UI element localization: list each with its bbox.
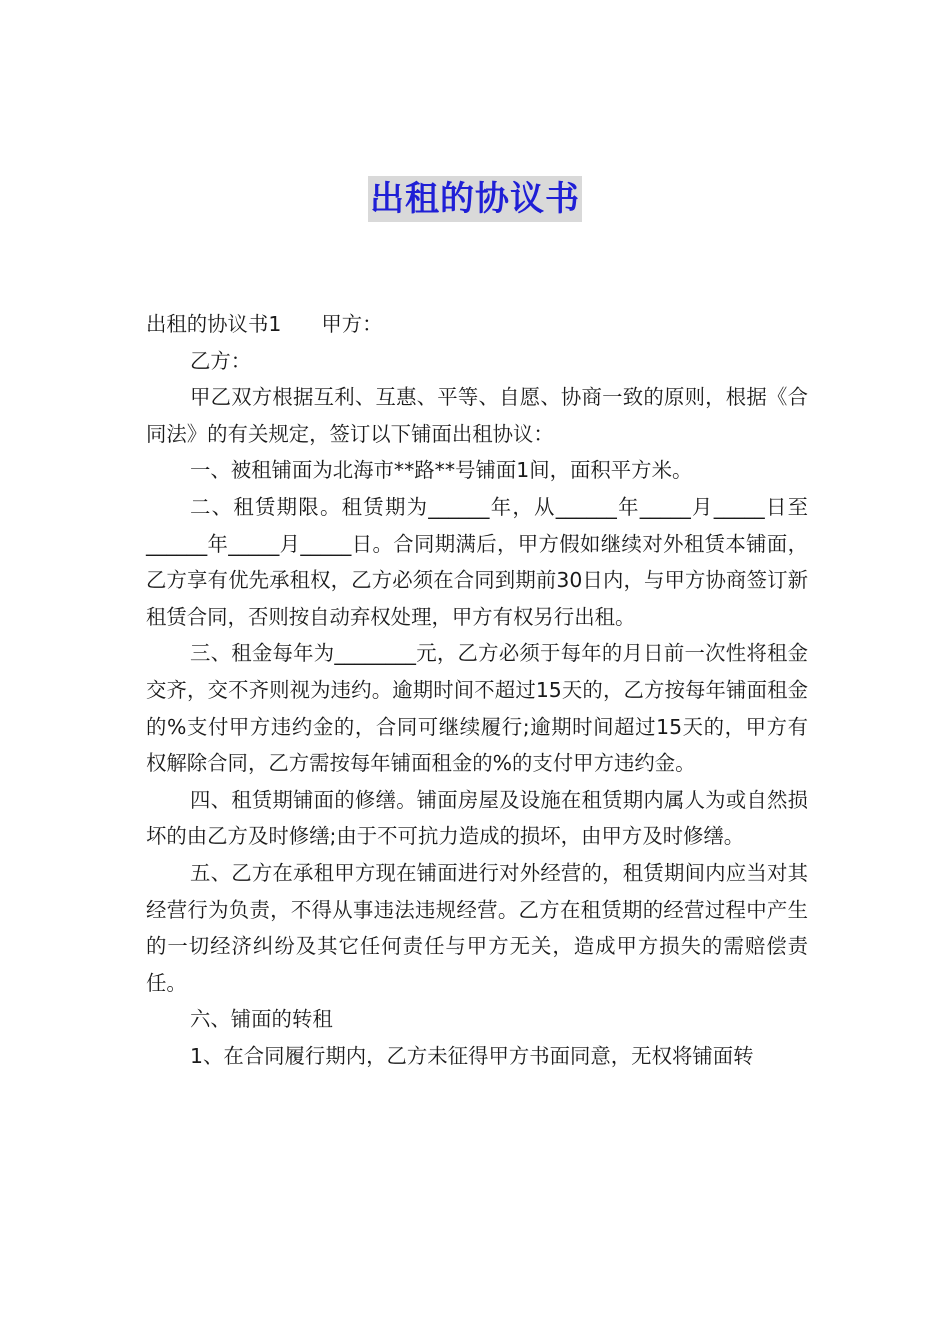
- paragraph-party-b: 乙方：: [190, 348, 252, 373]
- heading-line: [146, 306, 808, 343]
- paragraph-clause-5: 五、乙方在承租甲方现在铺面进行对外经营的，租赁期间内应当对其经营行为负责，不得从事违法违规经营。乙方在租赁期的经营过程中产生的一切经济纠纷及其它任何责任与甲方无关，造成甲方损失的需赔偿责任。: [146, 860, 808, 995]
- party-a-label: 甲方：: [321, 312, 383, 336]
- paragraph-clause-6-heading: 六、铺面的转租: [190, 1007, 333, 1032]
- paragraph-preamble: 甲乙双方根据互利、互惠、平等、自愿、协商一致的原则，根据《合同法》的有关规定，签订以下铺面出租协议：: [146, 385, 808, 446]
- paragraph-clause-1: 一、被租铺面为北海市**路**号铺面1间，面积平方米。: [190, 458, 693, 483]
- document-title: 出租的协议书: [368, 176, 582, 222]
- paragraph-clause-2: 二、租赁期限。租赁期为______年，从______年_____月_____日至______年_____月_____日。合同期满后，甲方假如继续对外租赁本铺面，乙方享有优先承租权，乙方必须在合同到期前30日内，与甲方协商签订新租赁合同，否则按自动弃权处理，甲方有权另行出租。: [146, 494, 808, 629]
- paragraph-clause-6-item-1: 1、在合同履行期内，乙方未征得甲方书面同意，无权将铺面转: [190, 1043, 754, 1068]
- paragraph-clause-4: 四、租赁期铺面的修缮。铺面房屋及设施在租赁期内属人为或自然损坏的由乙方及时修缮;由于不可抗力造成的损坏，由甲方及时修缮。: [146, 787, 808, 849]
- title-wrap: [0, 176, 950, 222]
- paragraph-clause-3: 三、租金每年为________元，乙方必须于每年的月日前一次性将租金交齐，交不齐则视为违约。逾期时间不超过15天的，乙方按每年铺面租金的%支付甲方违约金的，合同可继续履行;逾期时间超过15天的，甲方有权解除合同，乙方需按每年铺面租金的%的支付甲方违约金。: [146, 641, 808, 776]
- doc-name: 出租的协议书1: [146, 312, 282, 336]
- document-body: [146, 306, 808, 1074]
